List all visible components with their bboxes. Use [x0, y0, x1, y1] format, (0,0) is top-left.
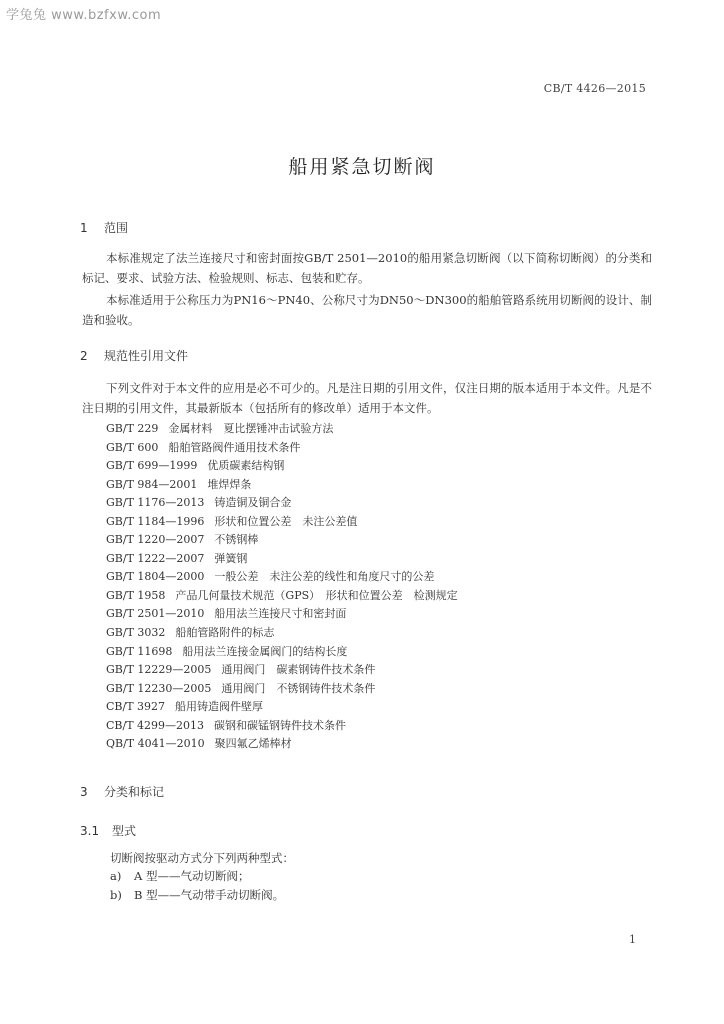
ref-name: 堆焊焊条	[207, 477, 252, 491]
page-number: 1	[629, 933, 636, 946]
standard-number: CB/T 4426—2015	[543, 82, 646, 95]
list-item	[106, 439, 458, 458]
ref-name: 产品几何量技术规范（GPS） 形状和位置公差 检测规定	[175, 588, 458, 602]
list-item	[106, 531, 458, 550]
section-title: 范围	[104, 221, 129, 235]
section-number: 3	[80, 785, 88, 799]
list-item	[106, 457, 458, 476]
section-2-heading	[80, 347, 188, 364]
ref-code: GB/T 1176—2013	[106, 496, 205, 510]
section-1-heading	[80, 219, 128, 236]
ref-name: 不锈钢棒	[214, 533, 259, 547]
item-text: B 型——气动带手动切断阀。	[134, 888, 285, 902]
ref-name: 一般公差 未注公差的线性和角度尺寸的公差	[214, 570, 435, 584]
ref-code: CB/T 3927	[106, 700, 166, 714]
ref-code: GB/T 12230—2005	[106, 681, 212, 695]
item-marker: b)	[110, 888, 122, 902]
ref-name: 船舶管路附件的标志	[175, 626, 275, 640]
section-title: 型式	[112, 824, 137, 838]
ref-code: GB/T 699—1999	[106, 459, 198, 473]
ref-code: GB/T 229	[106, 422, 159, 435]
section-title: 规范性引用文件	[104, 349, 189, 363]
ref-code: GB/T 600	[106, 440, 159, 454]
ref-name: 金属材料 夏比摆锤冲击试验方法	[168, 422, 334, 435]
ref-code: QB/T 4041—2010	[106, 737, 205, 751]
list-item	[106, 680, 458, 699]
list-item	[106, 494, 458, 513]
ref-code: GB/T 3032	[106, 626, 166, 640]
ref-name: 优质碳素结构钢	[207, 459, 285, 473]
paragraph: 本标准适用于公称压力为PN16～PN40、公称尺寸为DN50～DN300的船舶管路系统用切断阀的设计、制造和验收。	[82, 293, 652, 327]
list-item	[110, 868, 249, 884]
ref-code: GB/T 1804—2000	[106, 570, 205, 584]
section-title: 分类和标记	[104, 785, 165, 799]
ref-code: GB/T 1222—2007	[106, 551, 205, 565]
list-item	[106, 624, 458, 643]
ref-code: GB/T 1184—1996	[106, 514, 205, 528]
paragraph: 下列文件对于本文件的应用是必不可少的。凡是注日期的引用文件，仅注日期的版本适用于本文件。凡是不注日期的引用文件，其最新版本（包括所有的修改单）适用于本文件。	[82, 381, 652, 415]
ref-code: GB/T 11698	[106, 644, 173, 658]
item-text: A 型——气动切断阀；	[134, 869, 250, 883]
ref-code: GB/T 1220—2007	[106, 533, 205, 547]
ref-code: GB/T 1958	[106, 588, 166, 602]
list-item	[106, 717, 458, 736]
ref-name: 船用铸造阀件壁厚	[175, 700, 264, 714]
list-item	[106, 605, 458, 624]
ref-name: 铸造铜及铜合金	[214, 496, 292, 510]
ref-code: CB/T 4299—2013	[106, 718, 205, 732]
ref-name: 船用法兰连接金属阀门的结构长度	[182, 644, 348, 658]
ref-code: GB/T 984—2001	[106, 477, 198, 491]
list-item	[106, 643, 458, 662]
list-item	[106, 735, 458, 754]
ref-name: 船用法兰连接尺寸和密封面	[214, 607, 347, 621]
item-marker: a)	[110, 869, 122, 883]
list-item	[106, 568, 458, 587]
list-item	[106, 550, 458, 569]
ref-name: 碳钢和碳锰钢铸件技术条件	[214, 718, 347, 732]
ref-name: 通用阀门 碳素钢铸件技术条件	[221, 663, 376, 677]
page-title: 船用紧急切断阀	[288, 156, 436, 178]
list-item	[110, 887, 284, 903]
ref-name: 船舶管路阀件通用技术条件	[168, 440, 301, 454]
list-item	[106, 661, 458, 680]
list-item	[106, 587, 458, 606]
subsection-intro: 切断阀按驱动方式分下列两种型式：	[110, 851, 294, 865]
list-item	[106, 698, 458, 717]
subsection-3-1-heading	[80, 822, 136, 839]
section-number: 2	[80, 349, 88, 363]
ref-name: 形状和位置公差 未注公差值	[214, 514, 358, 528]
list-item	[106, 513, 458, 532]
paragraph: 本标准规定了法兰连接尺寸和密封面按GB/T 2501—2010的船用紧急切断阀（以下简称切断阀）的分类和标记、要求、试验方法、检验规则、标志、包装和贮存。	[82, 251, 652, 285]
ref-name: 通用阀门 不锈钢铸件技术条件	[221, 681, 376, 695]
ref-name: 弹簧钢	[214, 551, 248, 565]
ref-code: GB/T 12229—2005	[106, 663, 212, 677]
section-number: 1	[80, 221, 88, 235]
section-3-heading	[80, 783, 164, 800]
section-number: 3.1	[80, 824, 100, 838]
ref-code: GB/T 2501—2010	[106, 607, 205, 621]
reference-list	[106, 420, 458, 754]
ref-name: 聚四氟乙烯棒材	[214, 737, 292, 751]
watermark: 学兔兔 www.bzfxw.com	[6, 8, 162, 23]
list-item	[106, 420, 458, 439]
list-item	[106, 476, 458, 495]
